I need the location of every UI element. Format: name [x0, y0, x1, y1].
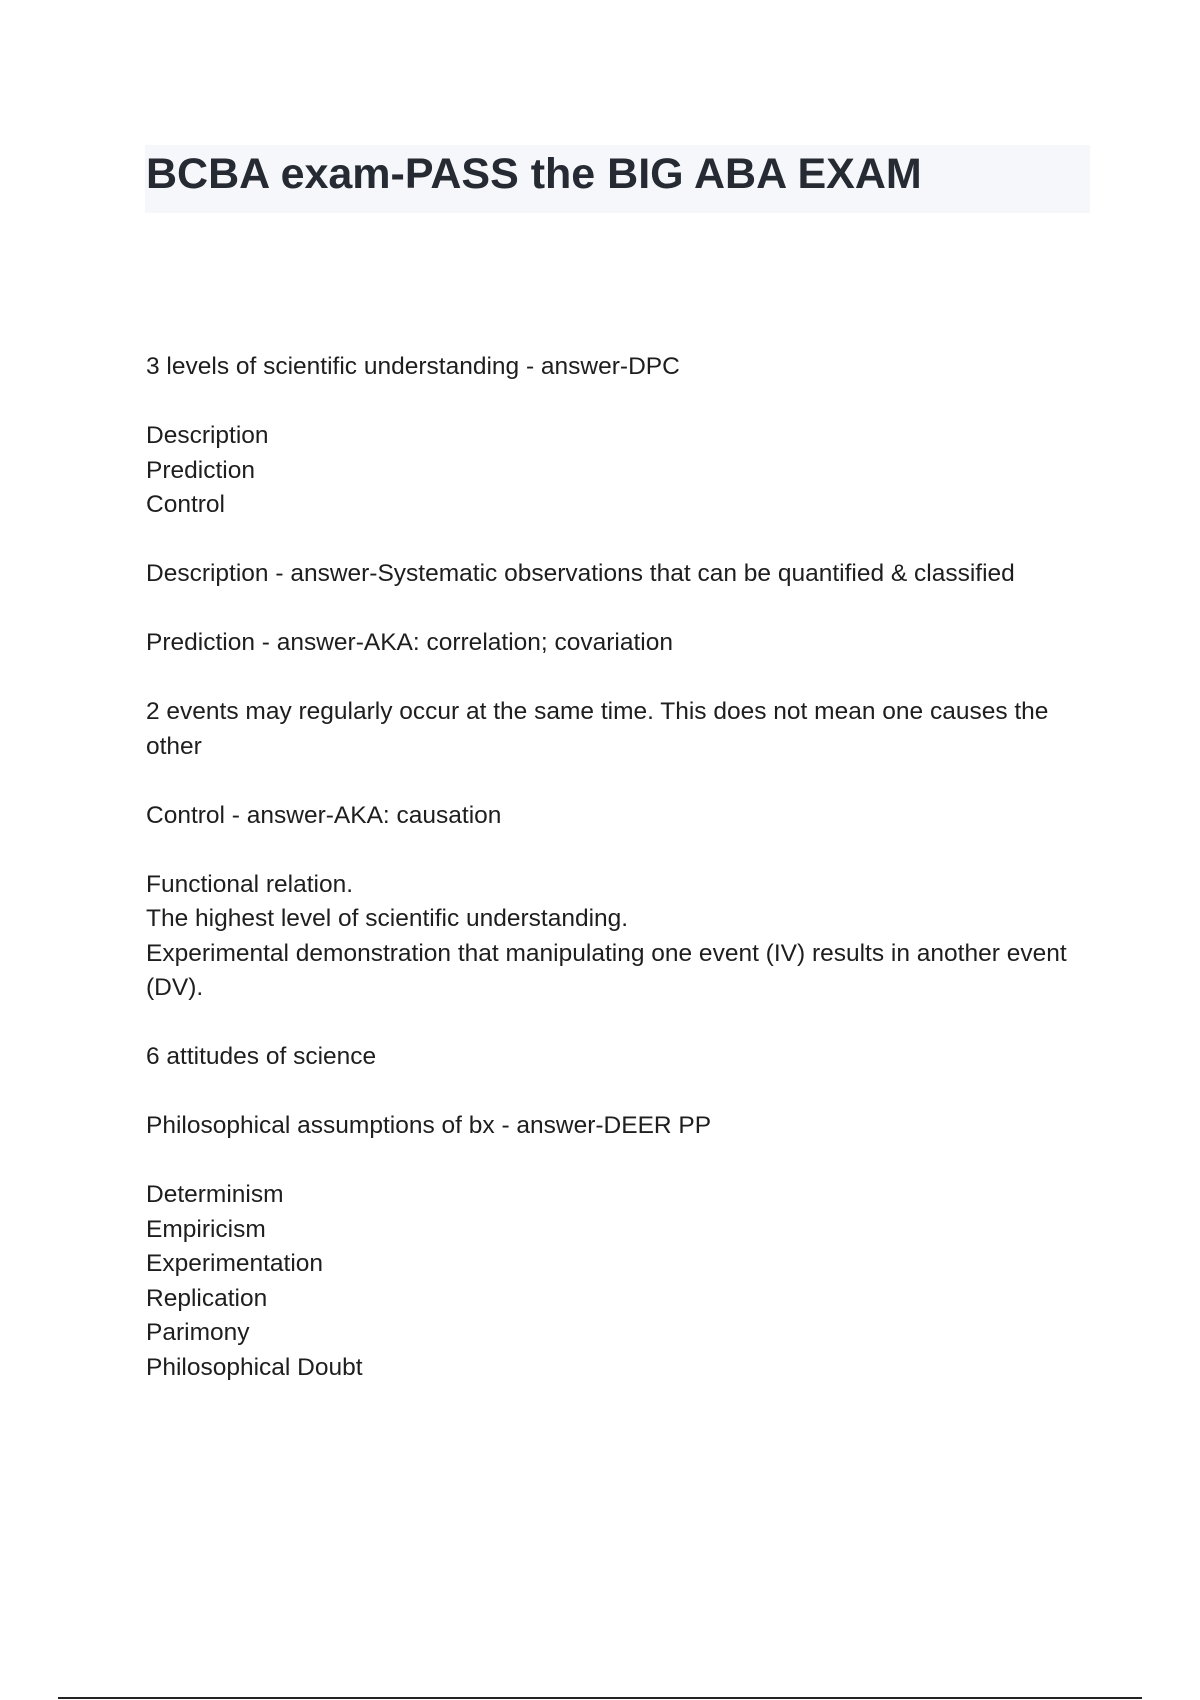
list-block	[146, 419, 1091, 523]
document-title: BCBA exam-PASS the BIG ABA EXAM	[146, 150, 922, 198]
qa-block	[146, 626, 1091, 661]
text-line: Experimental demonstration that manipulating one event (IV) results in another event (DV).	[146, 939, 1067, 1001]
footer-divider	[58, 1697, 1142, 1699]
list-item: Description	[146, 422, 269, 449]
text-line: 2 events may regularly occur at the same time. This does not mean one causes the other	[146, 698, 1049, 760]
paragraph-block	[146, 868, 1091, 1006]
list-item: Prediction	[146, 456, 255, 484]
list-item: Replication	[146, 1284, 268, 1312]
text-line: Control - answer-AKA: causation	[146, 801, 502, 829]
qa-block	[146, 1040, 1091, 1075]
qa-block	[146, 799, 1091, 834]
paragraph-block	[146, 695, 1091, 764]
text-line: Philosophical assumptions of bx - answer-DEER PP	[146, 1112, 712, 1139]
text-line: Description - answer-Systematic observations that can be quantified & classified	[146, 560, 1015, 587]
qa-block	[146, 350, 1091, 385]
text-line: Prediction - answer-AKA: correlation; covariation	[146, 629, 673, 656]
list-item: Determinism	[146, 1181, 284, 1208]
list-item: Control	[146, 491, 225, 518]
text-line: Functional relation.	[146, 870, 354, 898]
qa-block	[146, 1109, 1091, 1144]
qa-block	[146, 557, 1091, 592]
text-line: 3 levels of scientific understanding - answer-DPC	[146, 353, 680, 380]
list-item: Philosophical Doubt	[146, 1353, 363, 1381]
document-body	[146, 350, 1091, 1420]
list-block	[146, 1178, 1091, 1385]
list-item: Parimony	[146, 1319, 250, 1346]
list-item: Experimentation	[146, 1250, 324, 1277]
text-line: The highest level of scientific understanding.	[146, 905, 629, 932]
list-item: Empiricism	[146, 1215, 266, 1243]
text-line: 6 attitudes of science	[146, 1043, 377, 1070]
